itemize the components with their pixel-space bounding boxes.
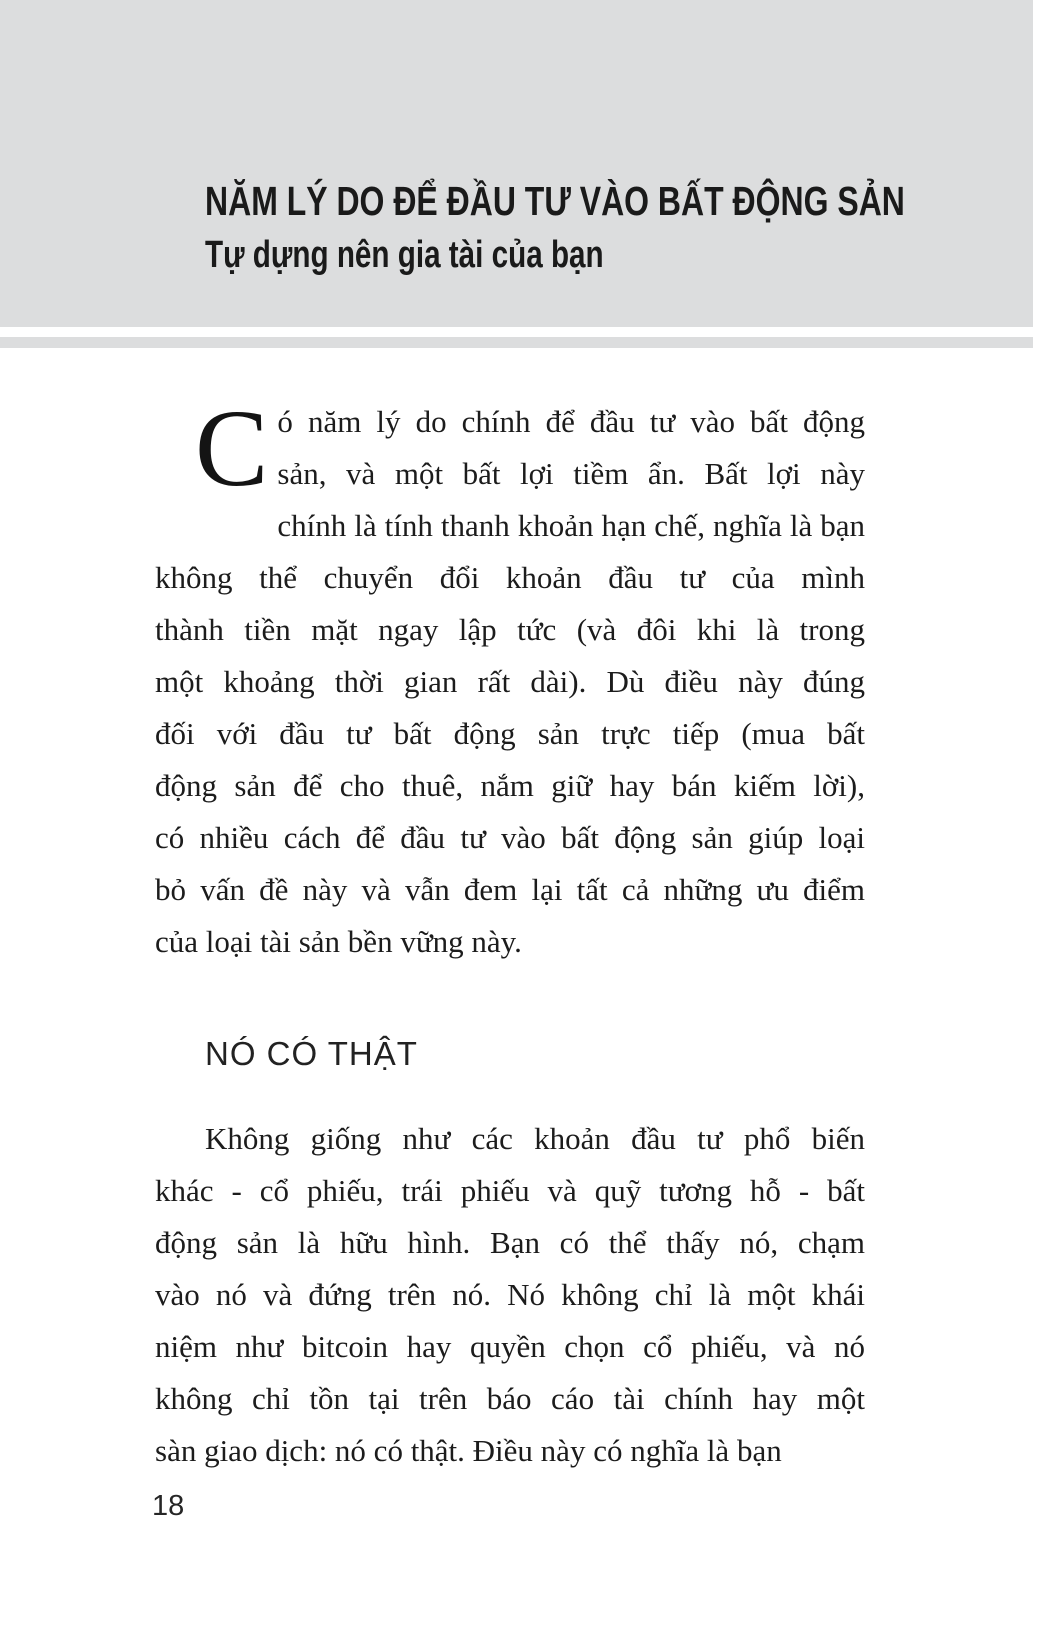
text-line: niệm như bitcoin hay quyền chọn cổ phiếu, và nó	[155, 1329, 865, 1364]
text-line: bỏ vấn đề này và vẫn đem lại tất cả những ưu điểm	[155, 872, 865, 907]
text-line: chính là tính thanh khoản hạn chế, nghĩa là bạn	[277, 508, 865, 543]
page-number: 18	[152, 1490, 185, 1522]
text-line: vào nó và đứng trên nó. Nó không chỉ là một khái	[155, 1277, 865, 1312]
header-divider-strip	[0, 337, 1033, 348]
drop-cap: C	[195, 387, 269, 509]
text-line: của loại tài sản bền vững này.	[155, 924, 522, 959]
text-line: không thể chuyển đổi khoản đầu tư của mình	[155, 560, 865, 595]
text-line: một khoảng thời gian rất dài). Dù điều này đúng	[155, 664, 865, 699]
chapter-title-text: NĂM LÝ DO ĐỂ ĐẦU TƯ VÀO BẤT ĐỘNG SẢN	[205, 178, 905, 224]
section-heading: NÓ CÓ THẬT	[205, 1035, 418, 1072]
chapter-subtitle	[205, 236, 716, 274]
text-line: động sản để cho thuê, nắm giữ hay bán kiếm lời),	[155, 768, 865, 803]
text-line: thành tiền mặt ngay lập tức (và đôi khi là trong	[155, 612, 865, 647]
text-line: sản, và một bất lợi tiềm ẩn. Bất lợi này	[277, 456, 865, 491]
chapter-header-band	[0, 0, 1033, 327]
chapter-title	[205, 178, 1040, 224]
paragraph-1	[155, 387, 865, 968]
text-line: động sản là hữu hình. Bạn có thể thấy nó, chạm	[155, 1225, 865, 1260]
text-line: không chỉ tồn tại trên báo cáo tài chính hay một	[155, 1381, 865, 1416]
text-line: khác - cổ phiếu, trái phiếu và quỹ tương hỗ - bất	[155, 1173, 865, 1208]
paragraph-2-lines	[155, 1113, 865, 1477]
text-line: đối với đầu tư bất động sản trực tiếp (mua bất	[155, 716, 865, 751]
text-line: sàn giao dịch: nó có thật. Điều này có nghĩa là bạn	[155, 1433, 782, 1468]
text-line: Không giống như các khoản đầu tư phổ biến	[205, 1121, 865, 1156]
paragraph-2	[155, 1113, 865, 1477]
chapter-subtitle-text: Tự dựng nên gia tài của bạn	[205, 234, 604, 276]
text-line: ó năm lý do chính để đầu tư vào bất động	[277, 404, 865, 439]
text-line: có nhiều cách để đầu tư vào bất động sản giúp loại	[155, 820, 865, 855]
